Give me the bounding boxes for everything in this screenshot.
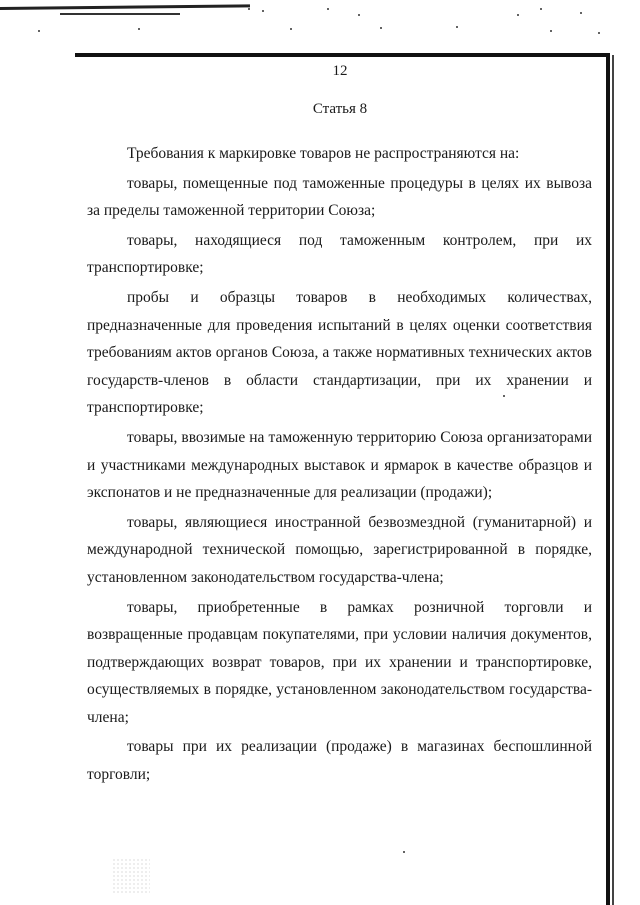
list-item: товары, являющиеся иностранной безвозмездной (гуманитарной) и международной технической помощью, зарегистрированной в порядке, установленном законодательством государства-члена; [87, 513, 592, 586]
list-item: товары, ввозимые на таможенную территорию Союза организаторами и участниками международных выставок и ярмарок в качестве образцов и экспонатов и не предназначенные для реализации (продажи); [87, 428, 592, 502]
list-item: товары, приобретенные в рамках розничной торговли и возвращенные продавцам покупателями, при условии наличия документов, подтверждающих возврат товаров, при их хранении и транспортировке, осуществляемых в порядке, установленном законодательством государства-члена; [87, 598, 592, 726]
scan-speck [380, 27, 382, 29]
scan-speck [262, 10, 264, 12]
scan-speck [403, 851, 405, 853]
scan-speck [540, 8, 542, 10]
page-edge-right [612, 55, 614, 905]
scan-speck [290, 28, 292, 30]
scan-speck [517, 14, 519, 16]
page-number: 12 [332, 63, 348, 79]
scan-speck [248, 8, 250, 10]
scan-speck [456, 26, 458, 28]
scan-speck [598, 32, 600, 34]
scan-speck [38, 30, 40, 32]
scan-speck [550, 30, 552, 32]
scan-speck [580, 12, 582, 14]
list-item: товары, помещенные под таможенные процедуры в целях их вывоза за пределы таможенной территории Союза; [87, 174, 592, 220]
list-item: пробы и образцы товаров в необходимых количествах, предназначенные для проведения испытаний в целях оценки соответствия требованиям актов органов Союза, а также нормативных технических актов государств-членов в области стандартизации, при их хранении и транспортировке; [87, 288, 592, 417]
page-edge-right [606, 55, 610, 905]
scan-artifact-line [0, 4, 250, 10]
intro-paragraph: Требования к маркировке товаров не распространяются на: [127, 145, 520, 162]
scan-speck [327, 8, 329, 10]
scan-artifact-line [60, 13, 180, 15]
list-item: товары, находящиеся под таможенным контролем, при их транспортировке; [87, 231, 592, 277]
document-body [87, 140, 592, 791]
scan-speck [358, 14, 360, 16]
article-title: Статья 8 [312, 101, 368, 117]
list-item: товары при их реализации (продаже) в магазинах беспошлинной торговли; [87, 738, 592, 784]
scan-speck [138, 28, 140, 30]
page-edge-top [75, 53, 610, 57]
stamp-noise [112, 858, 150, 894]
